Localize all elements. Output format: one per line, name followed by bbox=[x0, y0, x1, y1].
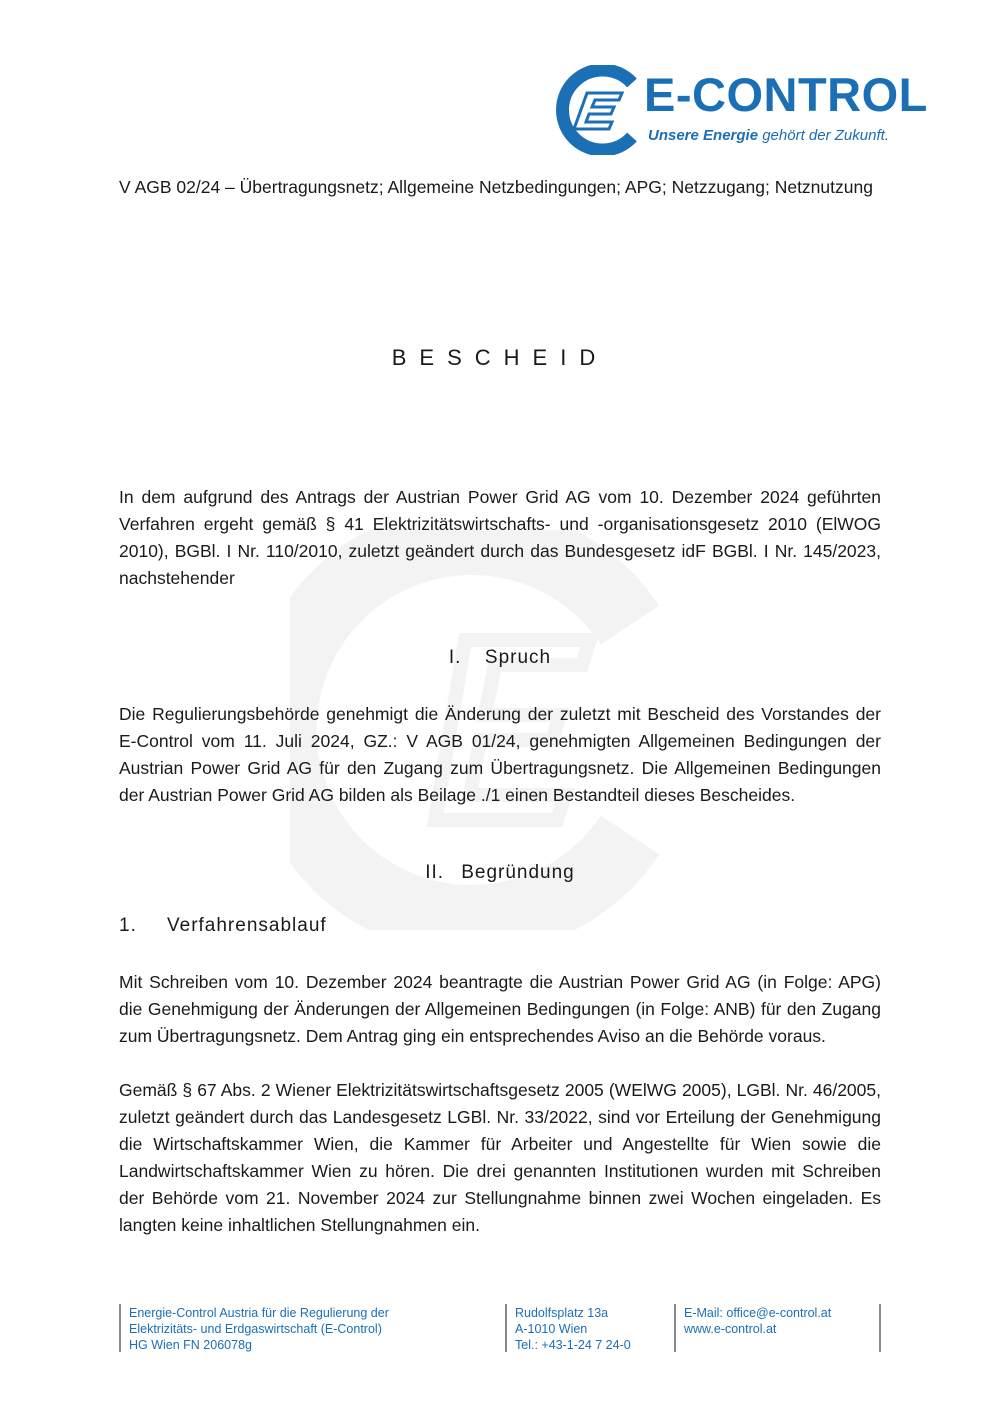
e-control-c-icon bbox=[552, 65, 647, 155]
footer-divider bbox=[879, 1304, 881, 1352]
verfahren-paragraph-2: Gemäß § 67 Abs. 2 Wiener Elektrizitätswirtschaftsgesetz 2005 (WElWG 2005), LGBl. Nr. 46/2005, zuletzt geändert durch das Landesgesetz LGBl. Nr. 33/2022, sind vor Erteilung der Genehmigung die Wirtschaftskammer Wien, die Kammer für Arbeiter und Angestellte für Wien sowie die Landwirtschaftskammer Wien zu hören. Die drei genannten Institutionen wurden mit Schreiben der Behörde vom 21. November 2024 zur Stellungnahme binnen zwei Wochen eingeladen. Es langten keine inhaltlichen Stellungnahmen ein. bbox=[119, 1080, 881, 1235]
footer-contact bbox=[674, 1304, 879, 1352]
logo-tagline: Unsere Energie gehört der Zukunft. bbox=[648, 127, 889, 144]
footer-company-line: HG Wien FN 206078g bbox=[129, 1338, 252, 1352]
footer-email-link[interactable]: E-Mail: office@e-control.at bbox=[684, 1306, 832, 1320]
footer-phone: Tel.: +43-1-24 7 24-0 bbox=[515, 1338, 631, 1352]
footer-address bbox=[505, 1304, 675, 1352]
e-control-logo bbox=[552, 65, 928, 155]
footer-address-line: A-1010 Wien bbox=[515, 1322, 588, 1336]
verfahren-paragraph-1: Mit Schreiben vom 10. Dezember 2024 beantragte die Austrian Power Grid AG (in Folge: APG) die Genehmigung der Änderungen der Allgemeinen Bedingungen (in Folge: ANB) für den Zugang zum Übertragungsnetz. Dem Antrag ging ein entsprechendes Aviso an die Behörde voraus. bbox=[119, 972, 881, 1046]
subheading-verfahrensablauf: 1. Verfahrensablauf bbox=[119, 915, 327, 936]
footer-website-link[interactable]: www.e-control.at bbox=[684, 1322, 777, 1336]
footer-address-line: Rudolfsplatz 13a bbox=[515, 1306, 609, 1320]
footer-company-line: Energie-Control Austria für die Regulierung der bbox=[129, 1306, 389, 1320]
page-footer bbox=[119, 1304, 881, 1352]
section-heading-spruch: I. Spruch bbox=[448, 647, 552, 668]
logo-brand: E-CONTROL bbox=[644, 68, 928, 121]
document-title: BESCHEID bbox=[391, 345, 609, 370]
footer-company bbox=[119, 1304, 507, 1352]
document-reference: V AGB 02/24 – Übertragungsnetz; Allgemeine Netzbedingungen; APG; Netzzugang; Netznutzung bbox=[119, 177, 873, 197]
spruch-paragraph: Die Regulierungsbehörde genehmigt die Änderung der zuletzt mit Bescheid des Vorstandes der E-Control vom 11. Juli 2024, GZ.: V AGB 01/24, genehmigten Allgemeinen Bedingungen der Austrian Power Grid AG für den Zugang zum Übertragungsnetz. Die Allgemeinen Bedingungen der Austrian Power Grid AG bilden als Beilage ./1 einen Bestandteil dieses Bescheides. bbox=[119, 704, 881, 805]
section-heading-begruendung: II. Begründung bbox=[425, 862, 575, 883]
footer-company-line: Elektrizitäts- und Erdgaswirtschaft (E-Control) bbox=[129, 1322, 382, 1336]
intro-paragraph: In dem aufgrund des Antrags der Austrian Power Grid AG vom 10. Dezember 2024 geführten Verfahren ergeht gemäß § 41 Elektrizitätswirtschafts- und -organisationsgesetz 2010 (ElWOG 2010), BGBl. I Nr. 110/2010, zuletzt geändert durch das Bundesgesetz idF BGBl. I Nr. 145/2023, nachstehender bbox=[119, 487, 881, 588]
